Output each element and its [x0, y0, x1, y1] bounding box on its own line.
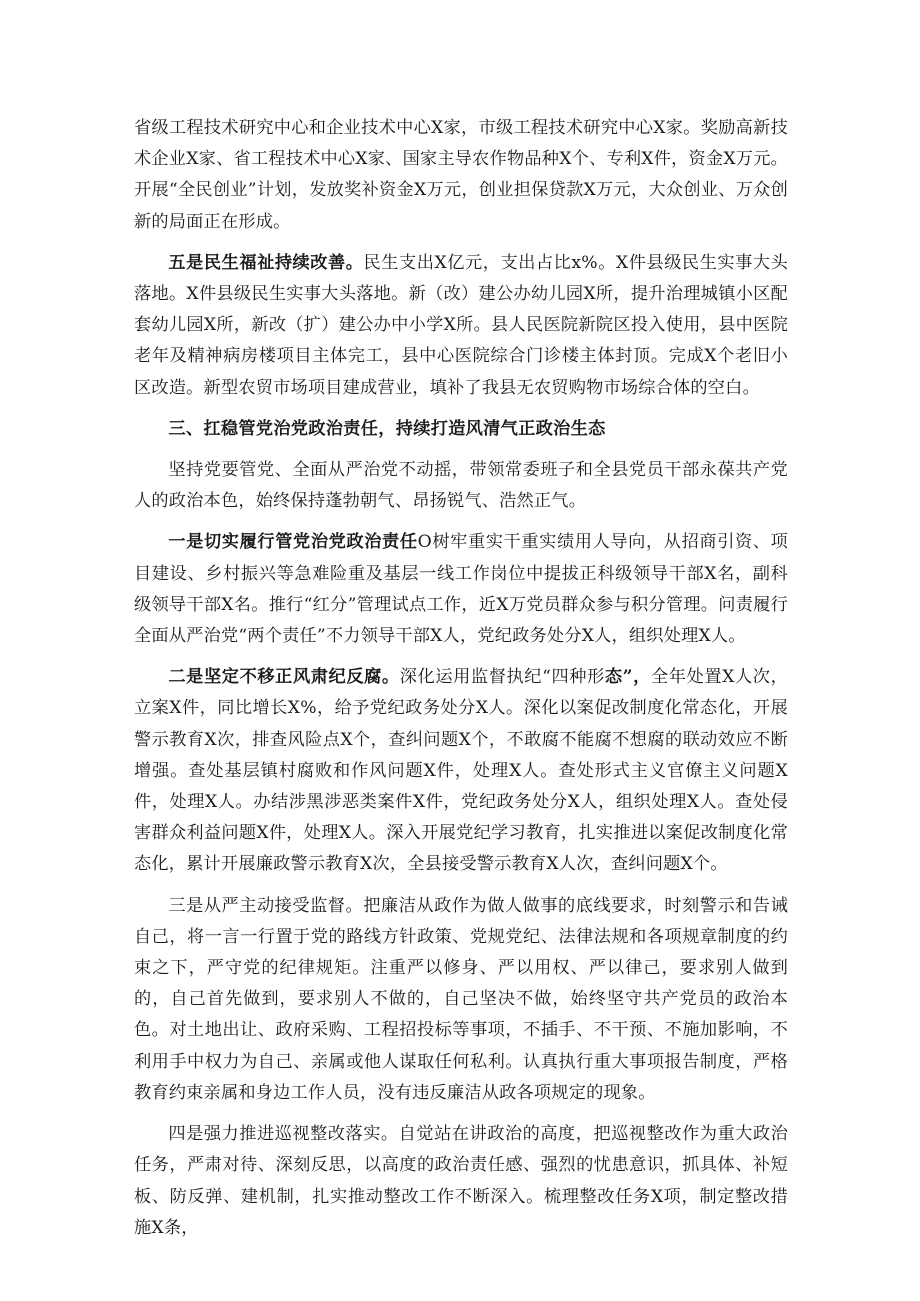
paragraph-body: 民生支出X亿元，支出占比x%。X件县级民生实事大头落地。X件县级民生实事大头落地。新（改）建公办幼儿园X所，提升治理城镇小区配套幼儿园X所，新改（扩）建公办中小学X所。县人民医院新院区投入使用，县中医院老年及精神病房楼项目主体完工，县中心医院综合门诊楼主体封顶。完成X个老旧小区改造。新型农贸市场项目建成营业，填补了我县无农贸购物市场综合体的空白。	[134, 252, 789, 398]
paragraph-body: 全年处置X人次，立案X件，同比增长X%，给予党纪政务处分X人。深化以案促改制度化常态化，开展警示教育X次，排查风险点X个，查纠问题X个，不敢腐不能腐不想腐的联动效应不断增强。查处基层镇村腐败和作风问题X件，处理X人。查处形式主义官僚主义问题X件，处理X人。办结涉黑涉恶类案件X件，党纪政务处分X人，组织处理X人。查处侵害群众利益问题X件，处理X人。深入开展党纪学习教育，扎实推进以案促改制度化常态化，累计开展廉政警示教育X次，全县接受警示教育X人次，查纠问题X个。	[134, 667, 788, 875]
paragraph-party-discipline: 坚持党要管党、全面从严治党不动摇，带领常委班子和全县党员干部永葆共产党人的政治本色，始终保持蓬勃朝气、昂扬锐气、浩然正气。	[134, 460, 788, 512]
paragraph-inspection-rectification: 四是强力推进巡视整改落实。自觉站在讲政治的高度，把巡视整改作为重大政治任务，严肃对待、深刻反思，以高度的政治责任感、强烈的忧患意识，抓具体、补短板、防反弹、建机制，扎实推动整改工作不断深入。梳理整改任务X项，制定整改措施X条，	[134, 1124, 788, 1238]
paragraph-livelihood	[134, 248, 788, 404]
document-page	[134, 113, 788, 1254]
paragraph-body: O树牢重实干重实绩用人导向，从招商引资、项目建设、乡村振兴等急难险重及基层一线工作岗位中提拔正科级领导干部X名，副科级领导干部X名。推行“红分”管理试点工作，近X万党员群众参与积分管理。问责履行全面从严治党“两个责任”不力领导干部X人，党纪政务处分X人，组织处理X人。	[134, 532, 788, 647]
paragraph-supervision: 三是从严主动接受监督。把廉洁从政作为做人做事的底线要求，时刻警示和告诫自己，将一言一行置于党的路线方针政策、党规党纪、法律法规和各项规章制度的约束之下，严守党的纪律规矩。注重严以修身、严以用权、严以律己，要求别人做到的，自己首先做到，要求别人不做的，自己坚决不做，始终坚守共产党员的政治本色。对土地出让、政府采购、工程招投标等事项，不插手、不干预、不施加影响，不利用手中权力为自己、亲属或他人谋取任何私利。认真执行重大事项报告制度，严格教育约束亲属和身边工作人员，没有违反廉洁从政各项规定的现象。	[134, 895, 788, 1103]
paragraph-tech-centers: 省级工程技术研究中心和企业技术中心X家，市级工程技术研究中心X家。奖励高新技术企业X家、省工程技术中心X家、国家主导农作物品种X个、专利X件，资金X万元。开展“全民创业”计划，发放奖补资金X万元，创业担保贷款X万元，大众创业、万众创新的局面正在形成。	[134, 118, 788, 232]
paragraph-lead-bold: 二是坚定不移正风肃纪反腐。	[168, 667, 400, 688]
paragraph-lead-bold: 一是切实履行管党治党政治责任	[168, 532, 418, 553]
paragraph-bold-inline: 态”，	[604, 667, 651, 688]
section-heading-3: 三、扛稳管党治党政治责任，持续打造风清气正政治生态	[168, 418, 606, 439]
paragraph-lead-bold: 五是民生福祉持续改善。	[168, 252, 364, 273]
paragraph-anti-corruption	[134, 662, 788, 880]
paragraph-body-mid: 深化运用监督执纪“四种形	[399, 667, 605, 688]
paragraph-responsibility	[134, 527, 788, 652]
